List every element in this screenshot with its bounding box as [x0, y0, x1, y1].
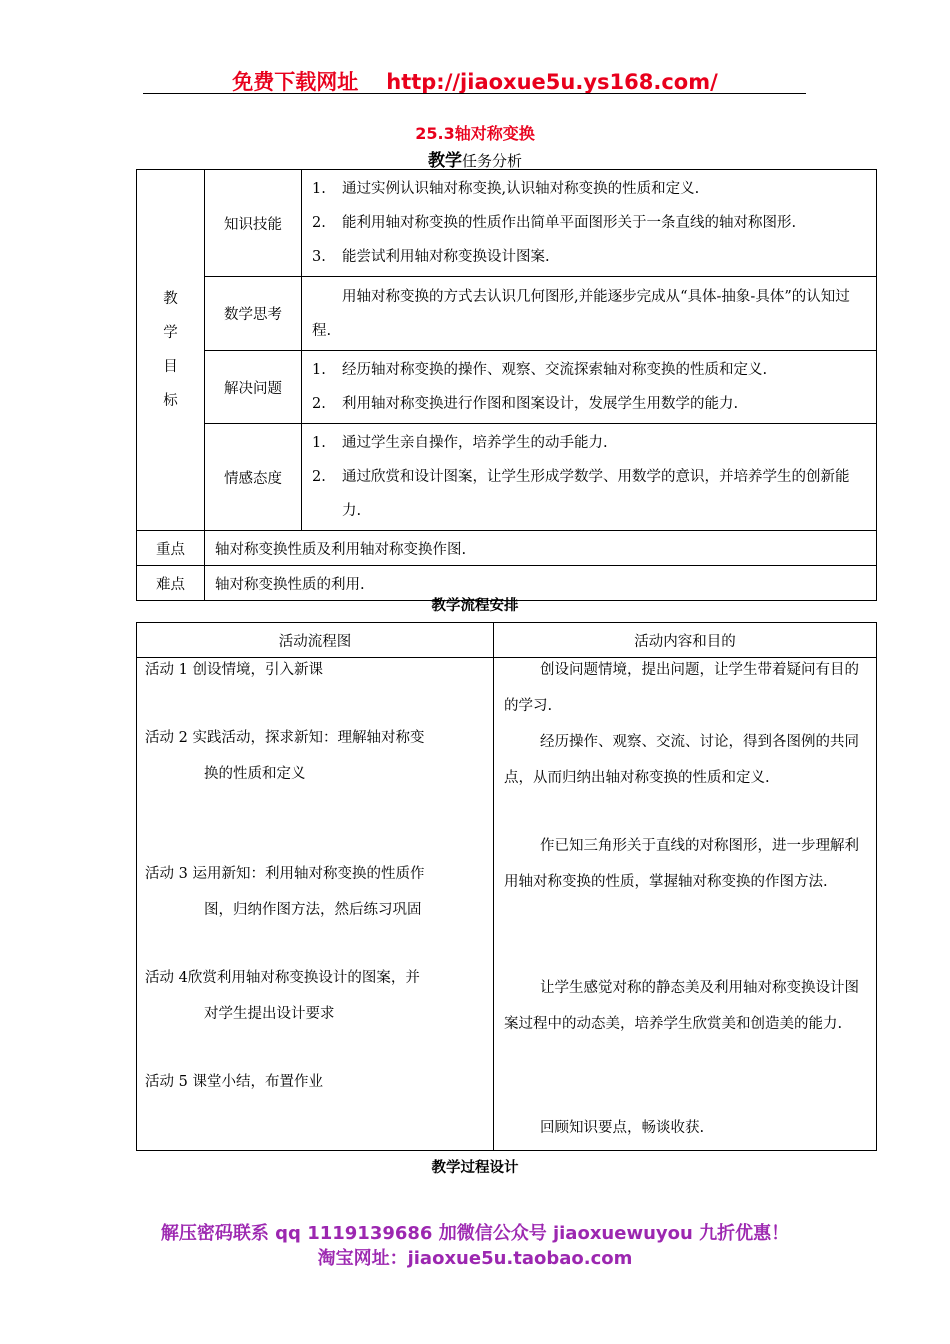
list-item: 2. 利用轴对称变换进行作图和图案设计，发展学生用数学的能力. — [312, 396, 739, 412]
problem-content — [302, 351, 877, 424]
difficulty-text: 轴对称变换性质的利用. — [205, 566, 877, 601]
footer-contact: 解压密码联系 qq 1119139686 加微信公众号 jiaoxuewuyou 九折优惠！ — [160, 1223, 790, 1244]
subtitle-rest: 任务分析 — [461, 152, 522, 170]
subtitle-bold: 教学 — [427, 151, 462, 171]
list-item: 1. 通过学生亲自操作，培养学生的动手能力. — [312, 435, 608, 451]
teaching-goals-table — [136, 169, 877, 601]
purpose-1: 创设问题情境，提出问题，让学生带着疑问有目的的学习. — [504, 662, 859, 714]
activity-3: 活动 3 运用新知：利用轴对称变换的性质作 图，归纳作图方法，然后练习巩固 — [145, 866, 425, 918]
problem-label: 解决问题 — [205, 351, 302, 424]
knowledge-content — [302, 170, 877, 277]
thinking-label: 数学思考 — [205, 277, 302, 351]
thinking-content: 用轴对称变换的方式去认识几何图形,并能逐步完成从“具体-抽象-具体”的认知过程. — [302, 277, 877, 351]
activity-4: 活动 4欣赏利用轴对称变换设计的图案，并 对学生提出设计要求 — [145, 970, 420, 1022]
header-divider — [143, 93, 806, 94]
header-label: 免费下载网址 — [232, 70, 359, 94]
activity-5: 活动 5 课堂小结，布置作业 — [145, 1074, 323, 1090]
difficulty-label: 难点 — [137, 566, 205, 601]
purposes-cell — [494, 658, 877, 1151]
flow-col1-header: 活动流程图 — [137, 623, 494, 658]
activity-1: 活动 1 创设情境，引入新课 — [145, 662, 323, 678]
site-header — [0, 66, 950, 96]
list-item: 2. 通过欣赏和设计图案，让学生形成学数学、用数学的意识，并培养学生的创新能力. — [312, 469, 850, 519]
flow-section-title: 教学流程安排 — [431, 598, 519, 614]
purpose-2: 经历操作、观察、交流、讨论，得到各图例的共同点，从而归纳出轴对称变换的性质和定义. — [504, 734, 859, 786]
header-url-link[interactable]: http://jiaoxue5u.ys168.com/ — [386, 70, 718, 94]
list-item: 2. 能利用轴对称变换的性质作出简单平面图形关于一条直线的轴对称图形. — [312, 215, 797, 231]
list-item: 1. 经历轴对称变换的操作、观察、交流探索轴对称变换的性质和定义. — [312, 362, 768, 378]
purpose-4: 让学生感觉对称的静态美及利用轴对称变换设计图案过程中的动态美，培养学生欣赏美和创造美的能力. — [504, 980, 859, 1032]
attitude-label: 情感态度 — [205, 424, 302, 531]
document-title: 25.3轴对称变换 — [415, 124, 535, 143]
flow-col2-header: 活动内容和目的 — [494, 623, 877, 658]
activity-2: 活动 2 实践活动，探求新知：理解轴对称变 换的性质和定义 — [145, 730, 425, 782]
purpose-3: 作已知三角形关于直线的对称图形，进一步理解利用轴对称变换的性质，掌握轴对称变换的作图方法. — [504, 838, 859, 890]
activities-cell — [137, 658, 494, 1151]
attitude-content — [302, 424, 877, 531]
process-section-title: 教学过程设计 — [431, 1160, 519, 1176]
section-subtitle — [0, 146, 950, 171]
purpose-5: 回顾知识要点，畅谈收获. — [540, 1120, 705, 1136]
flow-table — [136, 622, 877, 1151]
list-item: 3. 能尝试利用轴对称变换设计图案. — [312, 249, 550, 265]
list-item: 1. 通过实例认识轴对称变换,认识轴对称变换的性质和定义. — [312, 181, 700, 197]
key-point-label: 重点 — [137, 531, 205, 566]
key-point-text: 轴对称变换性质及利用轴对称变换作图. — [205, 531, 877, 566]
knowledge-label: 知识技能 — [205, 170, 302, 277]
footer-shop-link[interactable]: 淘宝网址：jiaoxue5u.taobao.com — [317, 1248, 633, 1269]
goals-group-label: 教 学 目 标 — [137, 170, 205, 531]
